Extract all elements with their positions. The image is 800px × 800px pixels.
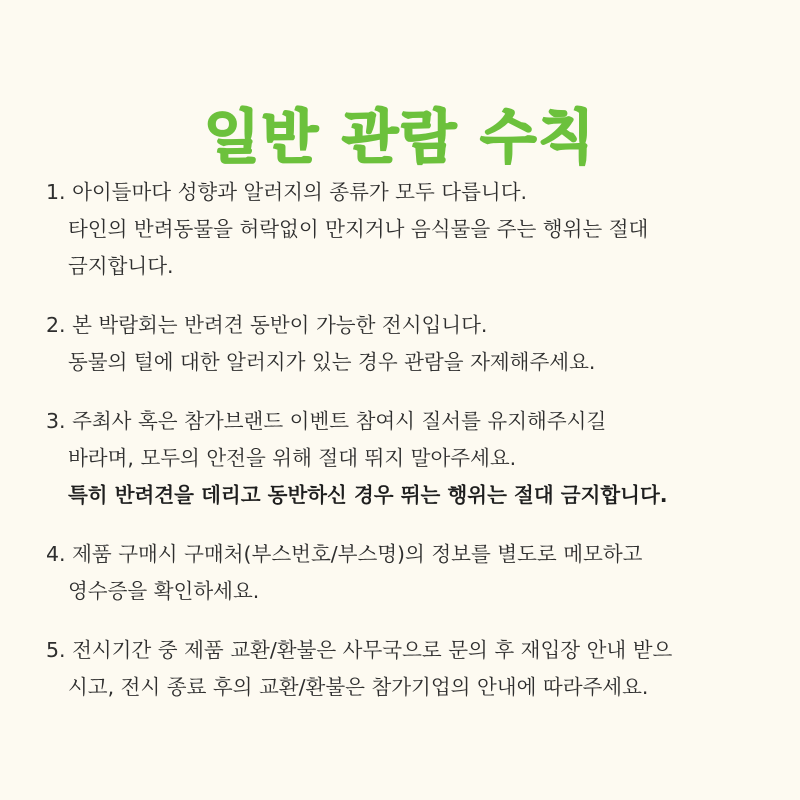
rule-4-line-1: 4. 제품 구매시 구매처(부스번호/부스명)의 정보를 별도로 메모하고 <box>46 542 643 566</box>
rule-3-line-1: 3. 주최사 혹은 참가브랜드 이벤트 참여시 질서를 유지해주시길 <box>46 409 607 433</box>
rule-item-5 <box>46 632 766 706</box>
rule-5-line-2: 시고, 전시 종료 후의 교환/환불은 참가기업의 안내에 따라주세요. <box>68 675 649 699</box>
rule-3-emphasis-line: 특히 반려견을 데리고 동반하신 경우 뛰는 행위는 절대 금지합니다. <box>68 483 668 507</box>
rule-item-4 <box>46 536 766 610</box>
rule-2-line-2: 동물의 털에 대한 알러지가 있는 경우 관람을 자제해주세요. <box>68 350 596 374</box>
rule-4-line-2: 영수증을 확인하세요. <box>68 579 260 603</box>
rule-1-line-2: 타인의 반려동물을 허락없이 만지거나 음식물을 주는 행위는 절대 <box>68 217 649 241</box>
rule-item-3 <box>46 403 766 514</box>
rule-1-line-1: 1. 아이들마다 성향과 알러지의 종류가 모두 다릅니다. <box>46 180 528 204</box>
rule-2-line-1: 2. 본 박람회는 반려견 동반이 가능한 전시입니다. <box>46 313 488 337</box>
page-title: 일반 관람 수칙 <box>203 102 597 171</box>
rule-1-line-3: 금지합니다. <box>68 254 174 278</box>
rule-item-2 <box>46 307 766 381</box>
rule-5-line-1: 5. 전시기간 중 제품 교환/환불은 사무국으로 문의 후 재입장 안내 받으 <box>46 638 673 662</box>
rule-3-line-2: 바라며, 모두의 안전을 위해 절대 뛰지 말아주세요. <box>68 446 517 470</box>
rules-list <box>46 174 766 728</box>
rule-item-1 <box>46 174 766 285</box>
